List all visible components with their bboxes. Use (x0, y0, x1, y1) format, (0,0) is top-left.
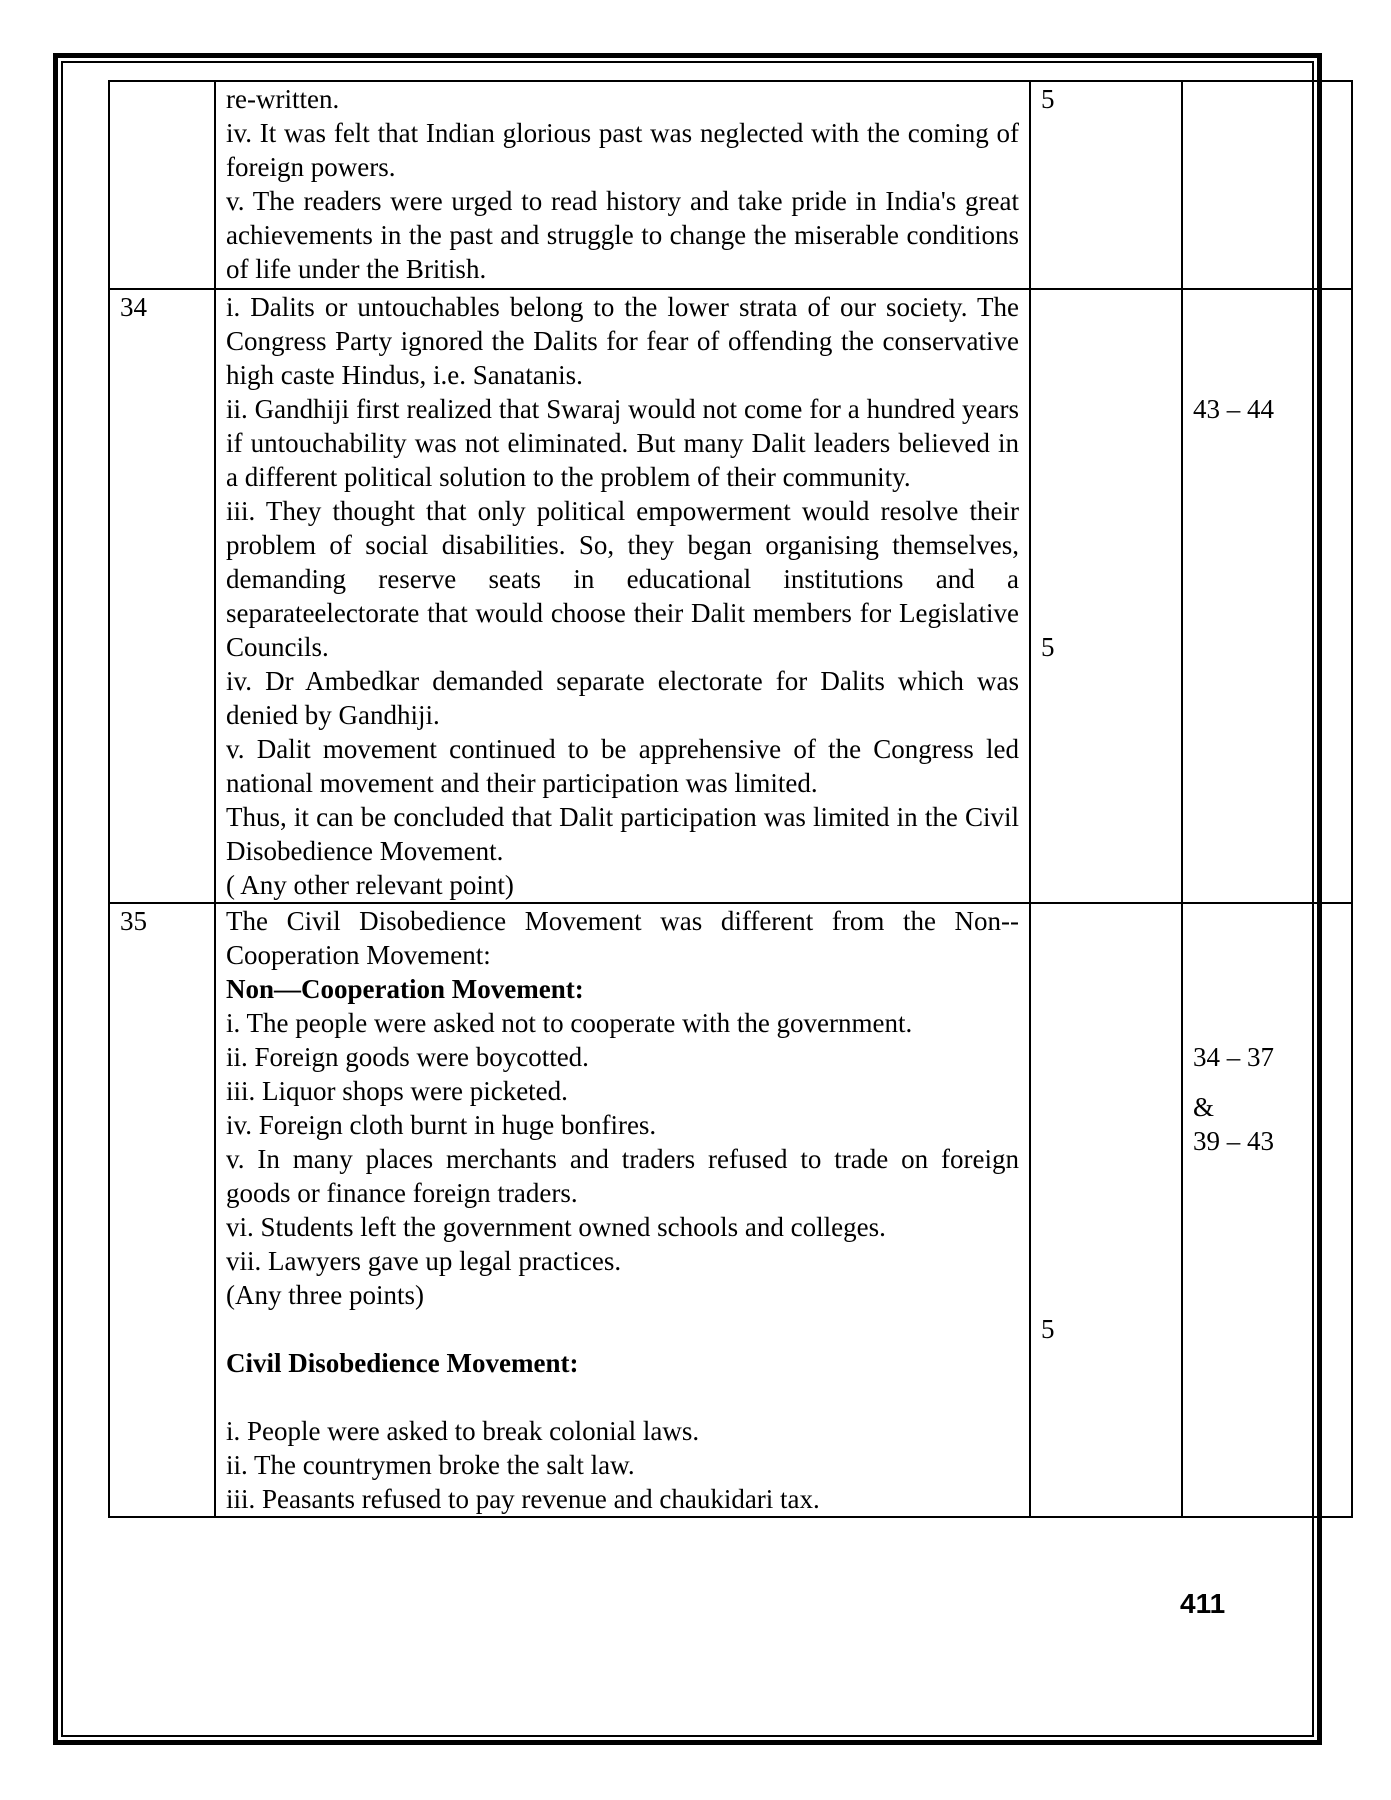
page-ref-cell (1182, 903, 1352, 1517)
answer-line: (Any three points) (226, 1280, 424, 1310)
page-reference: 43 – 44 (1193, 394, 1274, 424)
answer-line: i. The people were asked not to cooperate with the government. (226, 1008, 913, 1038)
page-ref-cell (1182, 289, 1352, 903)
table-row (109, 903, 1352, 1517)
answer-line: i. People were asked to break colonial laws. (226, 1416, 700, 1446)
answer-line: iv. Foreign cloth burnt in huge bonfires. (226, 1110, 657, 1140)
page-ref-cell (1182, 81, 1352, 289)
section-heading: Civil Disobedience Movement: (226, 1348, 579, 1378)
answer-intro: The Civil Disobedience Movement was different from the Non--Cooperation Movement: (226, 906, 1019, 970)
question-number-cell: 34 (109, 289, 215, 903)
page-reference-amp: & (1193, 1092, 1215, 1122)
question-number-cell (109, 81, 215, 289)
page-reference: 34 – 37 (1193, 1042, 1274, 1072)
answer-line: Thus, it can be concluded that Dalit participation was limited in the Civil Disobedience Movement. (226, 802, 1019, 866)
answer-line: ( Any other relevant point) (226, 870, 514, 900)
marks-value: 5 (1041, 84, 1055, 114)
answer-line: iv. Dr Ambedkar demanded separate electorate for Dalits which was denied by Gandhiji. (226, 666, 1019, 730)
marks-cell (1030, 903, 1182, 1517)
answer-line: ii. Foreign goods were boycotted. (226, 1042, 589, 1072)
answer-line: v. Dalit movement continued to be apprehensive of the Congress led national movement and their participation was limited. (226, 734, 1019, 798)
table-row (109, 81, 1352, 289)
answer-cell (215, 81, 1030, 289)
answer-cell (215, 903, 1030, 1517)
page-reference: 39 – 43 (1193, 1126, 1274, 1156)
answer-line: iv. It was felt that Indian glorious past was neglected with the coming of foreign powers. (226, 118, 1019, 182)
marks-cell (1030, 81, 1182, 289)
answer-line: ii. Gandhiji first realized that Swaraj would not come for a hundred years if untouchability was not eliminated. But many Dalit leaders believed in a different political solution to the problem of their community. (226, 394, 1019, 492)
answer-line: vii. Lawyers gave up legal practices. (226, 1246, 622, 1276)
page-number: 411 (1180, 1588, 1226, 1619)
answer-line: v. The readers were urged to read history and take pride in India's great achievements in the past and struggle to change the miserable conditions of life under the British. (226, 186, 1019, 284)
question-number-cell: 35 (109, 903, 215, 1517)
answer-line: iii. They thought that only political empowerment would resolve their problem of social disabilities. So, they began organising themselves, demanding reserve seats in educational institutions and a separateelectorate that would choose their Dalit members for Legislative Councils. (226, 496, 1019, 662)
marks-value: 5 (1041, 1314, 1055, 1344)
table-row (109, 289, 1352, 903)
answer-line: re-written. (226, 84, 340, 114)
marks-cell (1030, 289, 1182, 903)
answer-line: i. Dalits or untouchables belong to the lower strata of our society. The Congress Party ignored the Dalits for fear of offending the conservative high caste Hindus, i.e. Sanatanis. (226, 292, 1019, 390)
answer-line: v. In many places merchants and traders refused to trade on foreign goods or finance foreign traders. (226, 1144, 1019, 1208)
answer-line: vi. Students left the government owned schools and colleges. (226, 1212, 886, 1242)
section-heading: Non—Cooperation Movement: (226, 974, 584, 1004)
answer-line: iii. Peasants refused to pay revenue and chaukidari tax. (226, 1484, 820, 1514)
answer-cell (215, 289, 1030, 903)
answer-line: ii. The countrymen broke the salt law. (226, 1450, 635, 1480)
answer-line: iii. Liquor shops were picketed. (226, 1076, 568, 1106)
marking-scheme-table (108, 80, 1353, 1518)
marks-value: 5 (1041, 632, 1055, 662)
